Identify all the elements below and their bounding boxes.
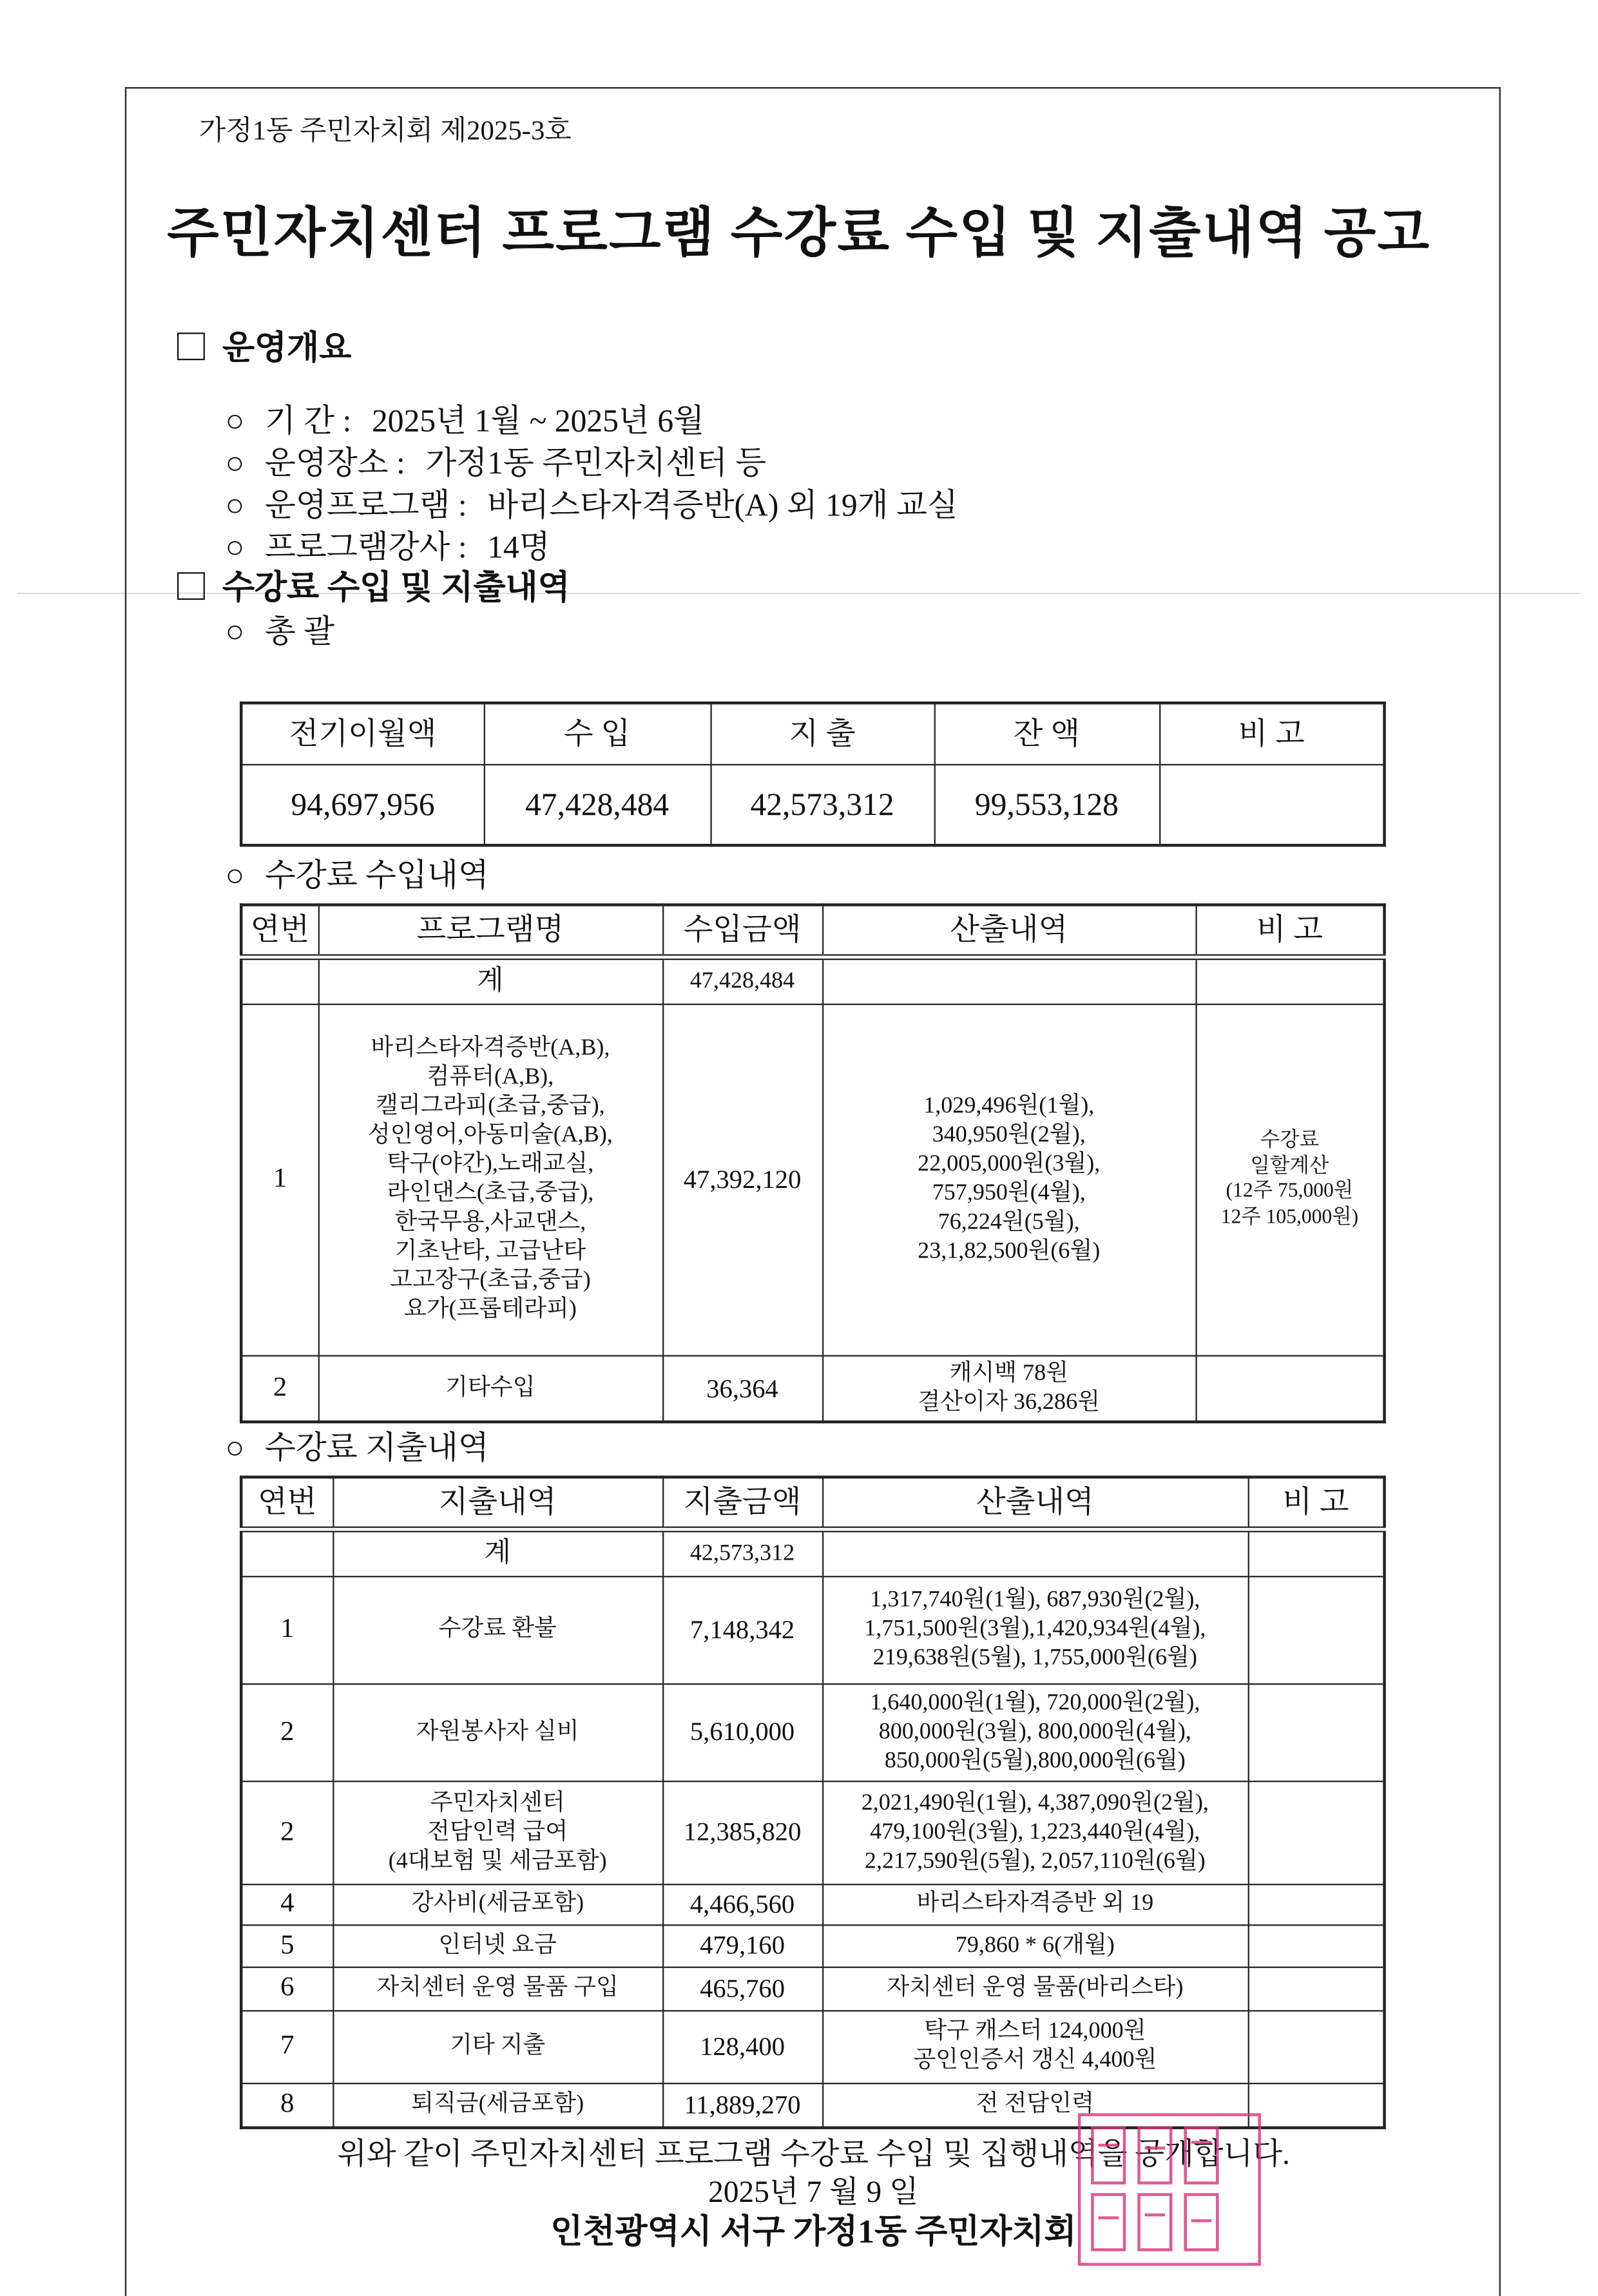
cell-line: 퇴직금(세금포함) [411, 2092, 584, 2117]
overview-item [225, 402, 704, 440]
row-amount-cell: 479,160 [662, 1924, 822, 1966]
row-detail-cell [822, 1683, 1248, 1781]
row-amount-cell: 12,385,820 [662, 1781, 822, 1884]
bullet-circle-icon: ○ [225, 528, 245, 566]
row-number-cell: 2 [241, 1781, 332, 1884]
overview-item [225, 486, 958, 524]
official-seal-stamp [1078, 2113, 1261, 2266]
total-note-cell [1248, 1529, 1385, 1576]
total-amount-cell: 47,428,484 [662, 957, 822, 1004]
row-number-cell: 8 [241, 2083, 332, 2128]
expense-and-footer [0, 1476, 1598, 2253]
cell-line: 79,860 * 6(개월) [955, 1932, 1115, 1957]
overview-label: 프로그램강사 : [264, 528, 467, 566]
row-note-cell [1248, 1576, 1385, 1683]
table-row [241, 2010, 1384, 2083]
cell-line: 강사비(세금포함) [411, 1891, 584, 1916]
row-amount-cell: 4,466,560 [662, 1884, 822, 1924]
cell-line: 자치센터 운영 물품 구입 [376, 1975, 619, 2000]
table-row [241, 1924, 1384, 1966]
table-header-row [241, 1477, 1384, 1529]
row-name-cell [332, 1924, 662, 1966]
row-note-cell [1195, 1355, 1384, 1422]
row-detail-cell [822, 1355, 1195, 1422]
summary-value-cell [1159, 764, 1384, 845]
bullet-circle-icon: ○ [225, 444, 245, 481]
table-row [241, 1355, 1384, 1422]
cell-line: 자원봉사자 실비 [416, 1719, 579, 1744]
cell-line: 1,640,000원(1월), 720,000원(2월), [870, 1690, 1200, 1715]
summary-header-cell: 전기이월액 [241, 703, 484, 764]
header-cell: 프로그램명 [318, 905, 662, 957]
cell-line: 수강료 [1260, 1130, 1320, 1152]
overview-label: 운영장소 : [264, 444, 405, 481]
overview-label: 운영프로그램 : [264, 486, 467, 523]
document-title: 주민자치센터 프로그램 수강료 수입 및 지출내역 공고 [167, 204, 1431, 265]
row-detail-cell [822, 1884, 1248, 1924]
row-name-cell [332, 1781, 662, 1884]
table-row [241, 1967, 1384, 2011]
row-name-cell [332, 1576, 662, 1683]
subheading-text: 총 괄 [264, 613, 335, 649]
cell-line: 기타수입 [445, 1375, 535, 1400]
row-amount-cell: 465,760 [662, 1967, 822, 2011]
row-detail-cell [822, 1924, 1248, 1966]
row-number-cell: 1 [241, 1576, 332, 1683]
cell-line: 수강료 환불 [438, 1616, 557, 1641]
row-amount-cell: 128,400 [662, 2010, 822, 2083]
cell-line: 주민자치센터 [430, 1790, 565, 1815]
table-row [241, 1781, 1384, 1884]
summary-header-cell: 수 입 [484, 703, 711, 764]
row-amount-cell: 36,364 [662, 1355, 822, 1422]
total-label-cell: 계 [332, 1529, 662, 1576]
row-note-cell [1248, 1683, 1385, 1781]
row-detail-cell [822, 1967, 1248, 2011]
section-heading-text: 운영개요 [222, 329, 352, 367]
overview-item [225, 445, 766, 483]
section-heading-text: 수강료 수입 및 지출내역 [222, 569, 570, 606]
header-cell: 수입금액 [662, 905, 822, 957]
expense-table [240, 1476, 1386, 2130]
cell-line: 850,000원(5월),800,000원(6월) [884, 1748, 1186, 1773]
cell-line: 인터넷 요금 [438, 1932, 557, 1957]
cell-line: 12주 105,000원) [1220, 1206, 1359, 1229]
cell-line: 성인영어,아동미술(A,B), [367, 1122, 613, 1148]
header-cell: 산출내역 [822, 905, 1195, 957]
row-name-cell [332, 1884, 662, 1924]
row-note-cell [1248, 1884, 1385, 1924]
total-no-cell [241, 957, 318, 1004]
cell-line: 탁구(야간),노래교실, [387, 1151, 594, 1177]
total-amount-cell: 42,573,312 [662, 1529, 822, 1576]
row-detail-cell [822, 1576, 1248, 1683]
cell-line: 기타 지출 [449, 2033, 546, 2058]
row-name-cell [332, 2010, 662, 2083]
header-cell: 산출내역 [822, 1477, 1248, 1529]
overview-value: 14명 [487, 528, 550, 566]
cell-line: 기초난타, 고급난타 [394, 1239, 586, 1264]
header-cell: 지출내역 [332, 1477, 662, 1529]
header-cell: 연번 [241, 905, 318, 957]
row-note-cell [1248, 1924, 1385, 1966]
total-detail-cell [822, 957, 1195, 1004]
subheading-summary [225, 613, 334, 651]
summary-header-cell: 비 고 [1159, 703, 1384, 764]
overview-value: 2025년 1월 ~ 2025년 6월 [371, 402, 705, 439]
row-note-cell [1248, 2010, 1385, 2083]
cell-line: 23,1,82,500원(6월) [918, 1239, 1101, 1264]
cell-line: 결산이자 36,286원 [918, 1389, 1100, 1415]
cell-line: 캘리그라피(초급,중급), [376, 1093, 605, 1118]
row-number-cell: 5 [241, 1924, 332, 1966]
cell-line: 바리스타자격증반 외 19 [916, 1891, 1154, 1916]
cell-line: 479,100원(3월), 1,223,440원(4월), [870, 1819, 1200, 1844]
bullet-circle-icon: ○ [225, 486, 245, 523]
total-no-cell [241, 1529, 332, 1576]
subheading-text: 수강료 지출내역 [264, 1429, 489, 1466]
cell-line: 고고장구(초급,중급) [389, 1268, 591, 1293]
row-amount-cell: 5,610,000 [662, 1683, 822, 1781]
cell-line: 탁구 캐스터 124,000원 [924, 2018, 1146, 2044]
row-name-cell [332, 1967, 662, 2011]
cell-line: 일할계산 [1250, 1155, 1329, 1178]
cell-line: 2,021,490원(1월), 4,387,090원(2월), [861, 1790, 1209, 1815]
cell-line: 전 전담인력 [976, 2092, 1094, 2117]
cell-line: 라인댄스(초급,중급), [387, 1180, 594, 1206]
cell-line: 219,638원(5월), 1,755,000원(6월) [872, 1645, 1197, 1670]
footer-issuer: 인천광역시 서구 가정1동 주민자치회 [550, 2212, 1077, 2250]
summary-header-cell: 지 출 [710, 703, 934, 764]
cell-line: 1,317,740원(1월), 687,930원(2월), [870, 1587, 1200, 1612]
row-note-cell [1248, 1967, 1385, 2011]
header-cell: 비 고 [1248, 1477, 1385, 1529]
bullet-circle-icon: ○ [225, 402, 245, 439]
subheading-income [225, 857, 488, 895]
cell-line: 한국무용,사교댄스, [394, 1209, 586, 1235]
summary-value-cell: 47,428,484 [484, 764, 711, 845]
header-cell: 지출금액 [662, 1477, 822, 1529]
summary-header-cell: 잔 액 [934, 703, 1159, 764]
seal-pattern-icon [1081, 2116, 1258, 2263]
cell-line: (4대보험 및 세금포함) [388, 1848, 607, 1873]
cell-line: 2,217,590원(5월), 2,057,110원(6월) [864, 1848, 1206, 1873]
total-detail-cell [822, 1529, 1248, 1576]
document-number: 가정1동 주민자치회 제2025-3호 [198, 116, 572, 147]
row-name-cell [332, 2083, 662, 2128]
cell-line: 컴퓨터(A,B), [427, 1064, 554, 1089]
row-amount-cell: 7,148,342 [662, 1576, 822, 1683]
cell-line: 1,751,500원(3월),1,420,934원(4월), [864, 1616, 1206, 1641]
table-row [241, 1683, 1384, 1781]
cell-line: (12주 75,000원 [1226, 1180, 1354, 1203]
table-total-row [241, 1529, 1384, 1576]
row-number-cell: 4 [241, 1884, 332, 1924]
bullet-circle-icon: ○ [225, 1429, 245, 1466]
table-header-row [241, 905, 1384, 957]
row-note-cell [1195, 1004, 1384, 1355]
bullet-circle-icon: ○ [225, 857, 245, 894]
table-row [241, 1576, 1384, 1683]
row-name-cell [318, 1004, 662, 1355]
overview-value: 가정1동 주민자치센터 등 [425, 444, 767, 481]
cell-line: 요가(프롭테라피) [403, 1297, 577, 1322]
summary-value-cell: 42,573,312 [710, 764, 934, 845]
row-amount-cell: 11,889,270 [662, 2083, 822, 2128]
header-cell: 비 고 [1195, 905, 1384, 957]
income-table [240, 903, 1386, 1423]
section-overview-heading [177, 329, 351, 368]
cell-line: 757,950원(4월), [932, 1180, 1086, 1206]
cell-line: 22,005,000원(3월), [918, 1151, 1101, 1177]
summary-header-row [241, 703, 1384, 764]
row-number-cell: 6 [241, 1967, 332, 2011]
cell-line: 76,224원(5월), [938, 1209, 1080, 1235]
summary-value-cell: 94,697,956 [241, 764, 484, 845]
overview-value: 바리스타자격증반(A) 외 19개 교실 [487, 486, 958, 523]
bullet-circle-icon: ○ [225, 613, 245, 649]
cell-line: 공인인증서 갱신 4,400원 [913, 2047, 1157, 2073]
overview-item [225, 529, 550, 567]
row-detail-cell [822, 2010, 1248, 2083]
row-number-cell: 2 [241, 1683, 332, 1781]
subheading-text: 수강료 수입내역 [264, 857, 489, 894]
cell-line: 바리스타자격증반(A,B), [371, 1035, 610, 1060]
section-finance-heading [177, 568, 570, 608]
cell-line: 캐시백 78원 [949, 1360, 1068, 1386]
row-note-cell [1248, 1781, 1385, 1884]
footer-date: 2025년 7 월 9 일 [708, 2174, 919, 2210]
row-note-cell [1248, 2083, 1385, 2128]
summary-table [240, 702, 1386, 847]
row-number-cell: 2 [241, 1355, 318, 1422]
total-note-cell [1195, 957, 1384, 1004]
row-amount-cell: 47,392,120 [662, 1004, 822, 1355]
row-name-cell [332, 1683, 662, 1781]
table-row [241, 1884, 1384, 1924]
row-name-cell [318, 1355, 662, 1422]
cell-line: 800,000원(3월), 800,000원(4월), [878, 1719, 1191, 1744]
cell-line: 340,950원(2월), [932, 1122, 1086, 1148]
subheading-expense [225, 1429, 488, 1467]
row-number-cell: 7 [241, 2010, 332, 2083]
table-row [241, 1004, 1384, 1355]
cell-line: 자치센터 운영 물품(바리스타) [887, 1975, 1184, 2000]
checkbox-square-icon [177, 332, 205, 360]
cell-line: 전담인력 급여 [427, 1819, 568, 1844]
overview-label: 기 간 : [264, 402, 352, 439]
row-detail-cell [822, 1781, 1248, 1884]
header-cell: 연번 [241, 1477, 332, 1529]
summary-value-cell: 99,553,128 [934, 764, 1159, 845]
cell-line: 1,029,496원(1월), [923, 1093, 1095, 1118]
summary-value-row [241, 764, 1384, 845]
table-total-row [241, 957, 1384, 1004]
row-detail-cell [822, 1004, 1195, 1355]
total-label-cell: 계 [318, 957, 662, 1004]
checkbox-square-icon [177, 572, 205, 600]
row-number-cell: 1 [241, 1004, 318, 1355]
footer-statement: 위와 같이 주민자치센터 프로그램 수강료 수입 및 집행내역을 공개합니다. [337, 2136, 1290, 2172]
